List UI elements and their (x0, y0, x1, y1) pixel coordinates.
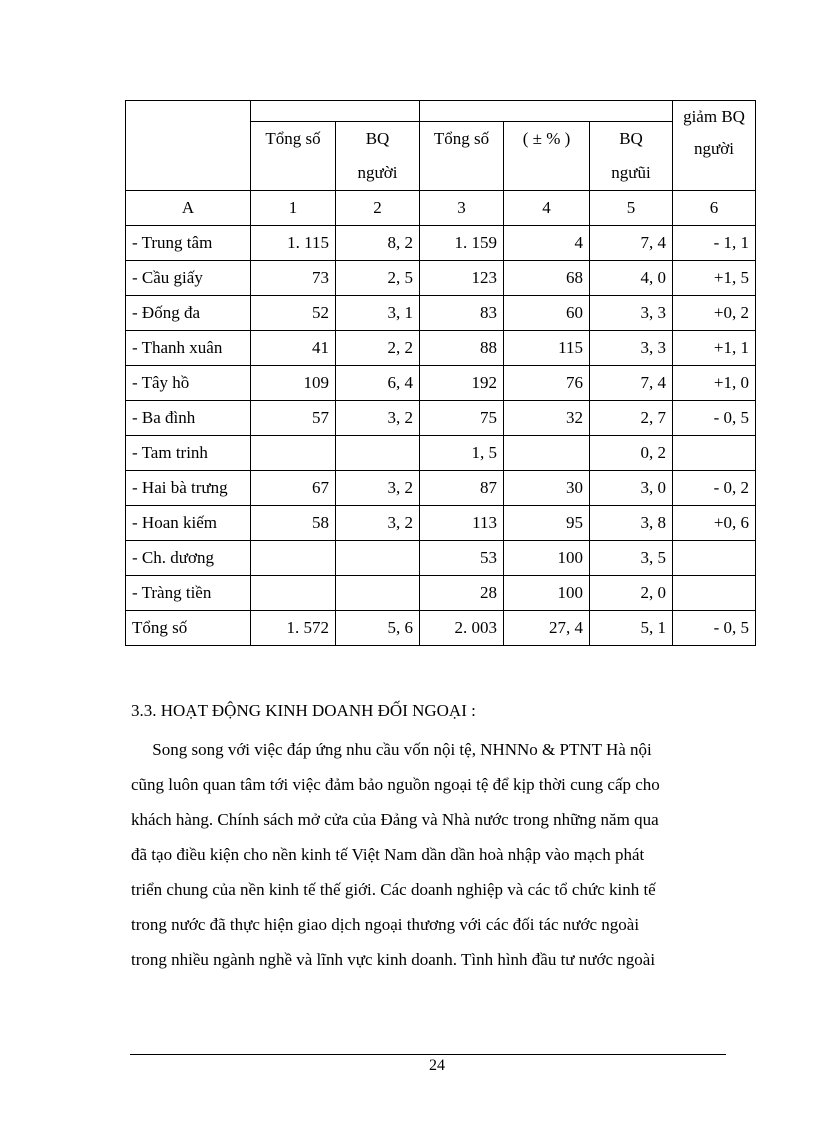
table-cell: 100 (504, 576, 590, 611)
table-header-cell (590, 122, 673, 191)
table-cell: 109 (251, 366, 336, 401)
table-cell: 3, 1 (336, 296, 420, 331)
table-header-label: ( ± % ) (522, 129, 571, 148)
table-cell (673, 436, 756, 471)
table-cell: - 1, 1 (673, 226, 756, 261)
paragraph-line: triển chung của nền kinh tế thế giới. Các doanh nghiệp và các tổ chức kinh tế (131, 880, 656, 899)
table-cell: 4, 0 (590, 261, 673, 296)
table-cell: 88 (420, 331, 504, 366)
table-cell (673, 576, 756, 611)
paragraph-line: trong nước đã thực hiện giao dịch ngoại thương với các đối tác nước ngoài (131, 915, 640, 934)
total-cell: 27, 4 (504, 611, 590, 646)
table-header-label: Tổng số (433, 129, 490, 148)
table-header-cell (336, 122, 420, 191)
row-label-cell: - Thanh xuân (126, 331, 251, 366)
table-cell: 68 (504, 261, 590, 296)
table-cell (673, 541, 756, 576)
body-paragraph (131, 732, 751, 977)
table-row (126, 576, 756, 611)
table-cell: +0, 6 (673, 506, 756, 541)
table-cell (504, 436, 590, 471)
total-cell: 1. 572 (251, 611, 336, 646)
table-header-cell (504, 122, 590, 191)
table-cell: 7, 4 (590, 226, 673, 261)
paragraph-line: khách hàng. Chính sách mở cửa của Đảng và Nhà nước trong những năm qua (131, 810, 659, 829)
table-cell: 3, 2 (336, 471, 420, 506)
table-cell: 53 (420, 541, 504, 576)
table-header-cell (251, 122, 336, 191)
table-cell: 30 (504, 471, 590, 506)
total-cell: 5, 6 (336, 611, 420, 646)
table-header-group-row (126, 101, 756, 122)
table-cell: 83 (420, 296, 504, 331)
table-cell: 58 (251, 506, 336, 541)
row-label-cell: - Tam trinh (126, 436, 251, 471)
table-cell: 3, 3 (590, 331, 673, 366)
table-header-change-sub: người (694, 139, 734, 158)
table-group-cell-1 (251, 101, 420, 122)
row-label-cell: - Tràng tiền (126, 576, 251, 611)
table-index-row (126, 191, 756, 226)
table-cell: 115 (504, 331, 590, 366)
table-cell: 192 (420, 366, 504, 401)
table-header-cell (420, 122, 504, 191)
table-cell: 32 (504, 401, 590, 436)
table-cell: 113 (420, 506, 504, 541)
table-header-label: Tổng số (265, 129, 321, 148)
row-label-cell: - Hai bà trưng (126, 471, 251, 506)
table-cell (251, 436, 336, 471)
table-cell: 41 (251, 331, 336, 366)
row-label-cell: - Đống đa (126, 296, 251, 331)
paragraph-line: đã tạo điều kiện cho nền kinh tế Việt Nam dần dần hoà nhập vào mạch phát (131, 845, 645, 864)
table-cell: 57 (251, 401, 336, 436)
table-row (126, 226, 756, 261)
footer-divider (130, 1054, 726, 1055)
table-cell: 8, 2 (336, 226, 420, 261)
table-cell: 73 (251, 261, 336, 296)
table-row (126, 436, 756, 471)
row-label-cell: - Tây hồ (126, 366, 251, 401)
table-cell (336, 541, 420, 576)
table-group-cell-2 (420, 101, 673, 122)
row-label-cell: - Ba đình (126, 401, 251, 436)
table-header-change-label: giảm BQ (683, 107, 745, 126)
table-row (126, 296, 756, 331)
table-header-label: BQ (365, 129, 390, 148)
table-cell: 2, 5 (336, 261, 420, 296)
table-cell: 75 (420, 401, 504, 436)
table-header-label: BQ (619, 129, 643, 148)
table-cell: 52 (251, 296, 336, 331)
table-total-row (126, 611, 756, 646)
table-row (126, 401, 756, 436)
table-cell: 76 (504, 366, 590, 401)
table-row (126, 471, 756, 506)
index-cell: 6 (673, 191, 756, 226)
paragraph-line: cũng luôn quan tâm tới việc đảm bảo nguồn ngoại tệ để kịp thời cung cấp cho (131, 775, 660, 794)
table-cell: +1, 5 (673, 261, 756, 296)
table-cell: 3, 2 (336, 401, 420, 436)
table-cell: 28 (420, 576, 504, 611)
index-cell: A (126, 191, 251, 226)
table-cell: 7, 4 (590, 366, 673, 401)
table-cell (336, 436, 420, 471)
index-cell: 3 (420, 191, 504, 226)
table-corner-cell (126, 101, 251, 191)
table-cell: 2, 7 (590, 401, 673, 436)
table-cell: 3, 0 (590, 471, 673, 506)
table-cell: +1, 0 (673, 366, 756, 401)
index-cell: 1 (251, 191, 336, 226)
row-label-cell: - Ch. dương (126, 541, 251, 576)
row-label-cell: - Hoan kiếm (126, 506, 251, 541)
row-label-cell: - Cầu giấy (126, 261, 251, 296)
table-cell: 95 (504, 506, 590, 541)
table-cell: 3, 3 (590, 296, 673, 331)
table-cell: 4 (504, 226, 590, 261)
table-cell: 60 (504, 296, 590, 331)
table-row (126, 366, 756, 401)
table-row (126, 506, 756, 541)
index-cell: 5 (590, 191, 673, 226)
table-cell: - 0, 2 (673, 471, 756, 506)
row-label-cell: - Trung tâm (126, 226, 251, 261)
index-cell: 2 (336, 191, 420, 226)
total-label-cell: Tổng số (126, 611, 251, 646)
section-heading: 3.3. HOẠT ĐỘNG KINH DOANH ĐỐI NGOẠI : (131, 701, 476, 720)
table-header-change-cell (673, 101, 756, 191)
total-cell: 2. 003 (420, 611, 504, 646)
table-cell: 2, 0 (590, 576, 673, 611)
table-header-sublabel: người (357, 163, 398, 182)
table-cell: 1. 159 (420, 226, 504, 261)
table-cell: 2, 2 (336, 331, 420, 366)
table-cell: 3, 8 (590, 506, 673, 541)
table-cell: +1, 1 (673, 331, 756, 366)
table-cell: 3, 2 (336, 506, 420, 541)
table-cell: 67 (251, 471, 336, 506)
table-row (126, 541, 756, 576)
page-number: 24 (429, 1057, 445, 1074)
table-cell: 1, 5 (420, 436, 504, 471)
table-header-sublabel: ngưũi (611, 163, 651, 182)
table-row (126, 261, 756, 296)
branch-statistics-table (125, 100, 756, 646)
table-cell: 3, 5 (590, 541, 673, 576)
table-cell (336, 576, 420, 611)
table-cell: 1. 115 (251, 226, 336, 261)
table-cell: 87 (420, 471, 504, 506)
table-cell: 123 (420, 261, 504, 296)
table-cell: 6, 4 (336, 366, 420, 401)
table-cell: +0, 2 (673, 296, 756, 331)
total-cell: - 0, 5 (673, 611, 756, 646)
table-cell (251, 576, 336, 611)
table-cell: 0, 2 (590, 436, 673, 471)
table-cell: - 0, 5 (673, 401, 756, 436)
paragraph-line: trong nhiều ngành nghề và lĩnh vực kinh doanh. Tình hình đầu tư nước ngoài (131, 950, 656, 969)
table-cell: 100 (504, 541, 590, 576)
table-row (126, 331, 756, 366)
total-cell: 5, 1 (590, 611, 673, 646)
paragraph-line: Song song với việc đáp ứng nhu cầu vốn nội tệ, NHNNo & PTNT Hà nội (131, 740, 652, 759)
table-cell (251, 541, 336, 576)
index-cell: 4 (504, 191, 590, 226)
